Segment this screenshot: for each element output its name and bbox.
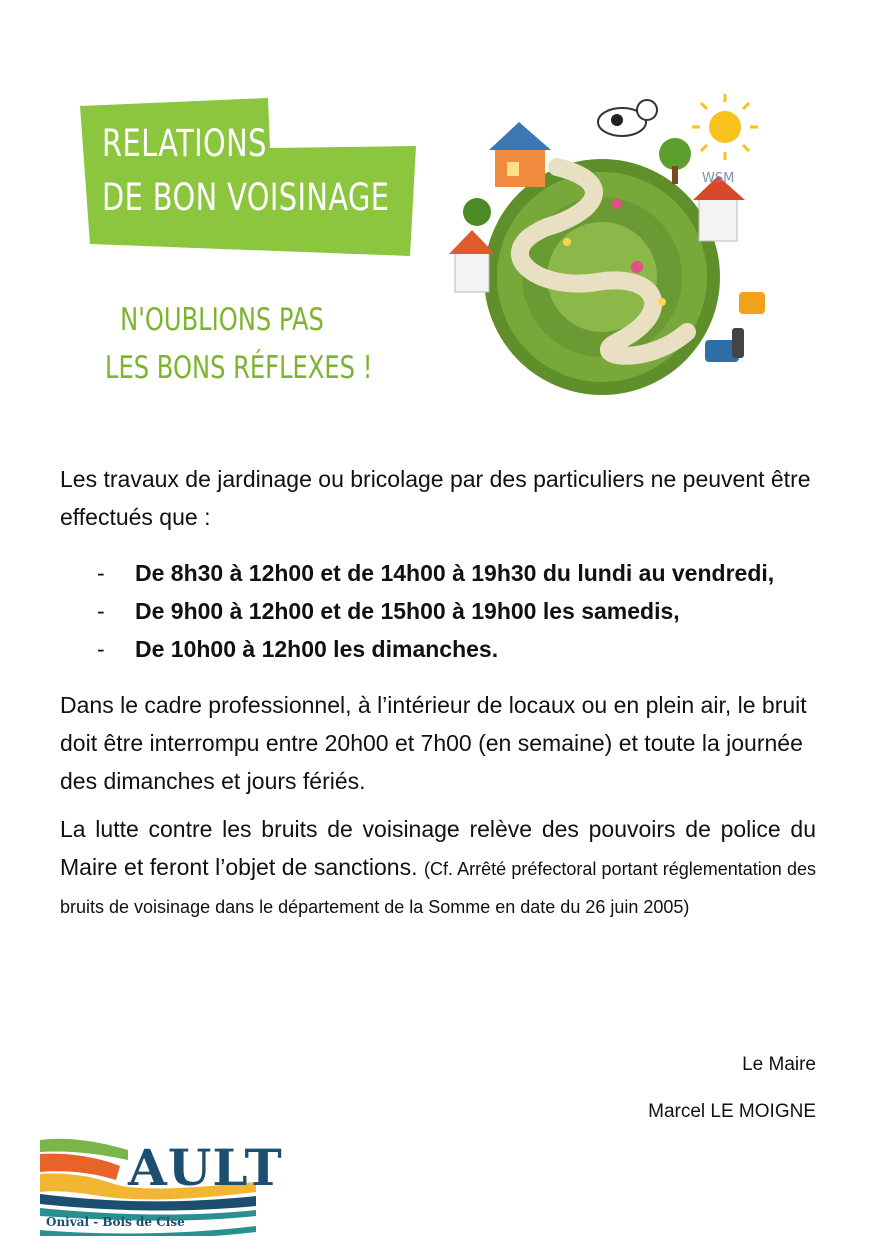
banner-subtitle: [105, 296, 373, 392]
logo-wordmark: AULT: [128, 1138, 283, 1197]
banner-subtitle-line2: LES BONS RÉFLEXES !: [105, 350, 373, 386]
allowed-hours-list: [60, 554, 816, 668]
signature-name: Marcel LE MOIGNE: [648, 1101, 816, 1122]
signature-title: Le Maire: [742, 1054, 816, 1075]
professional-paragraph: Dans le cadre professionnel, à l’intérieur de locaux ou en plein air, le bruit doit être interrompu entre 20h00 et 7h00 (en semaine) et toute la journée des dimanches et jours fériés.: [60, 692, 807, 794]
header-banner: [80, 98, 420, 256]
hours-sundays: De 10h00 à 12h00 les dimanches.: [135, 636, 499, 662]
list-bullet: -: [97, 598, 105, 624]
sign-text: WSM: [702, 171, 735, 186]
list-item: [60, 630, 816, 668]
intro-paragraph: Les travaux de jardinage ou bricolage par des particuliers ne peuvent être effectués que :: [60, 466, 811, 530]
police-text: La lutte contre les bruits de voisinage relève des pouvoirs de police du Maire et feront l’objet de sanctions.: [60, 816, 816, 880]
prefectoral-reference: (Cf. Arrêté préfectoral portant réglementation des bruits de voisinage dans le département de la Somme en date du 26 juin 2005): [60, 859, 816, 917]
notice-body: [60, 460, 816, 924]
list-item: [60, 554, 816, 592]
banner-subtitle-line1: N'OUBLIONS PAS: [120, 302, 324, 338]
list-bullet: -: [97, 636, 105, 662]
logo-subtitle: Onival - Bois de Cise: [46, 1215, 185, 1229]
ault-logo: [40, 1136, 283, 1236]
globe-illustration: [447, 92, 787, 402]
list-item: [60, 592, 816, 630]
hours-saturdays: De 9h00 à 12h00 et de 15h00 à 19h00 les samedis,: [135, 598, 680, 624]
banner-title-line2: DE BON VOISINAGE: [102, 176, 390, 219]
list-bullet: -: [97, 560, 105, 586]
hours-weekdays: De 8h30 à 12h00 et de 14h00 à 19h30 du lundi au vendredi,: [135, 560, 775, 586]
banner-title-line1: RELATIONS: [102, 122, 267, 165]
globe-neighborhood-icon: [447, 92, 787, 402]
police-paragraph: [60, 810, 816, 924]
